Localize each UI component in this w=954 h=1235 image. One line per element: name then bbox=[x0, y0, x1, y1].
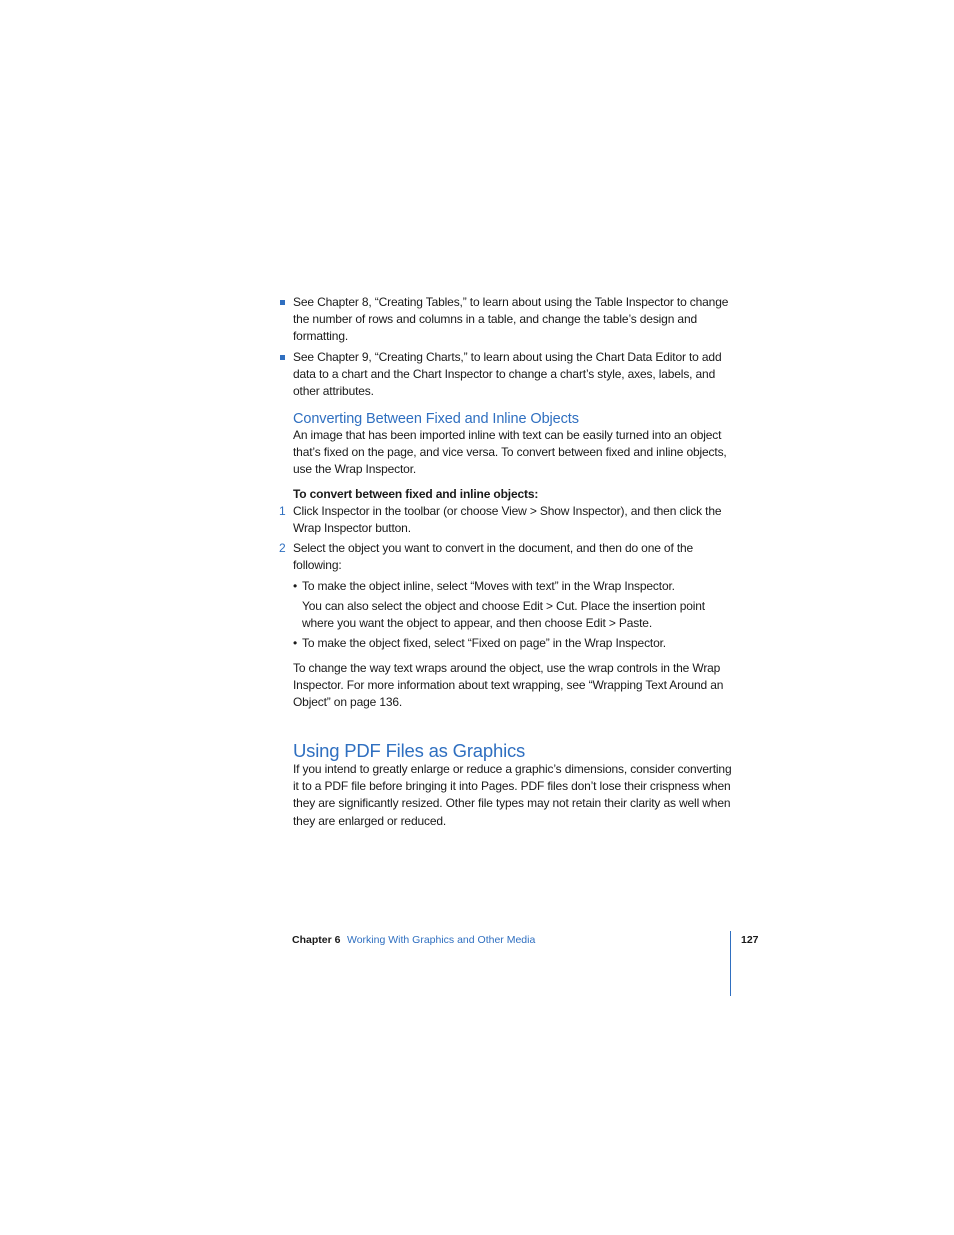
footer-chapter: Chapter 6 bbox=[292, 934, 341, 946]
bullet-square-icon bbox=[280, 355, 285, 360]
task-title: To convert between fixed and inline objects: bbox=[293, 487, 539, 501]
text-line: data to a chart and the Chart Inspector to change a chart’s style, axes, labels, and bbox=[293, 367, 716, 382]
text-line: See Chapter 8, “Creating Tables,” to learn about using the Table Inspector to change bbox=[293, 295, 729, 309]
bullet-dot-icon: • bbox=[293, 579, 298, 593]
text-line: An image that has been imported inline with text can be easily turned into an object bbox=[293, 428, 722, 442]
text-line: it to a PDF file before bringing it into Pages. PDF files don’t lose their crispness when bbox=[293, 779, 731, 794]
text-line: If you intend to greatly enlarge or reduce a graphic’s dimensions, consider converting bbox=[293, 762, 732, 776]
bullet-item bbox=[293, 349, 733, 401]
text-line: See Chapter 9, “Creating Charts,” to learn about using the Chart Data Editor to add bbox=[293, 350, 722, 364]
text-line: following: bbox=[293, 558, 342, 573]
text-line: Inspector. For more information about text wrapping, see “Wrapping Text Around an bbox=[293, 678, 724, 693]
text-line: You can also select the object and choose Edit > Cut. Place the insertion point bbox=[302, 599, 705, 613]
option-text: To make the object inline, select “Moves with text” in the Wrap Inspector. bbox=[302, 579, 675, 593]
page-number: 127 bbox=[741, 934, 759, 946]
text-line: they are significantly resized. Other file types may not retain their clarity as well when bbox=[293, 796, 731, 811]
text-line: Select the object you want to convert in the document, and then do one of the bbox=[293, 541, 694, 555]
text-line: To change the way text wraps around the object, use the wrap controls in the Wrap bbox=[293, 661, 721, 675]
step-number: 2 bbox=[279, 541, 286, 555]
text-line: the number of rows and columns in a table, and change the table’s design and bbox=[293, 312, 697, 327]
option-note bbox=[302, 598, 742, 632]
text-line: formatting. bbox=[293, 329, 349, 344]
bullet-item bbox=[293, 294, 733, 346]
closing-paragraph bbox=[293, 660, 733, 712]
step-text bbox=[293, 540, 733, 574]
text-line: where you want the object to appear, and then choose Edit > Paste. bbox=[302, 616, 653, 631]
pdf-section-heading: Using PDF Files as Graphics bbox=[293, 740, 526, 761]
bullet-dot-icon: • bbox=[293, 636, 298, 650]
intro-paragraph bbox=[293, 427, 733, 479]
option-text: To make the object fixed, select “Fixed on page” in the Wrap Inspector. bbox=[302, 636, 666, 650]
text-line: other attributes. bbox=[293, 384, 374, 399]
step-text bbox=[293, 503, 733, 537]
text-line: use the Wrap Inspector. bbox=[293, 462, 417, 477]
text-line: Click Inspector in the toolbar (or choose View > Show Inspector), and then click the bbox=[293, 504, 722, 518]
footer-chapter-title: Working With Graphics and Other Media bbox=[347, 934, 536, 946]
bullet-square-icon bbox=[280, 300, 285, 305]
pdf-paragraph bbox=[293, 761, 733, 830]
text-line: that’s fixed on the page, and vice versa. To convert between fixed and inline objects, bbox=[293, 445, 727, 460]
text-line: Wrap Inspector button. bbox=[293, 521, 411, 536]
footer-divider bbox=[730, 931, 731, 996]
text-line: Object” on page 136. bbox=[293, 695, 403, 710]
step-number: 1 bbox=[279, 504, 286, 518]
text-line: they are enlarged or reduced. bbox=[293, 813, 447, 828]
section-heading: Converting Between Fixed and Inline Objects bbox=[293, 411, 579, 427]
